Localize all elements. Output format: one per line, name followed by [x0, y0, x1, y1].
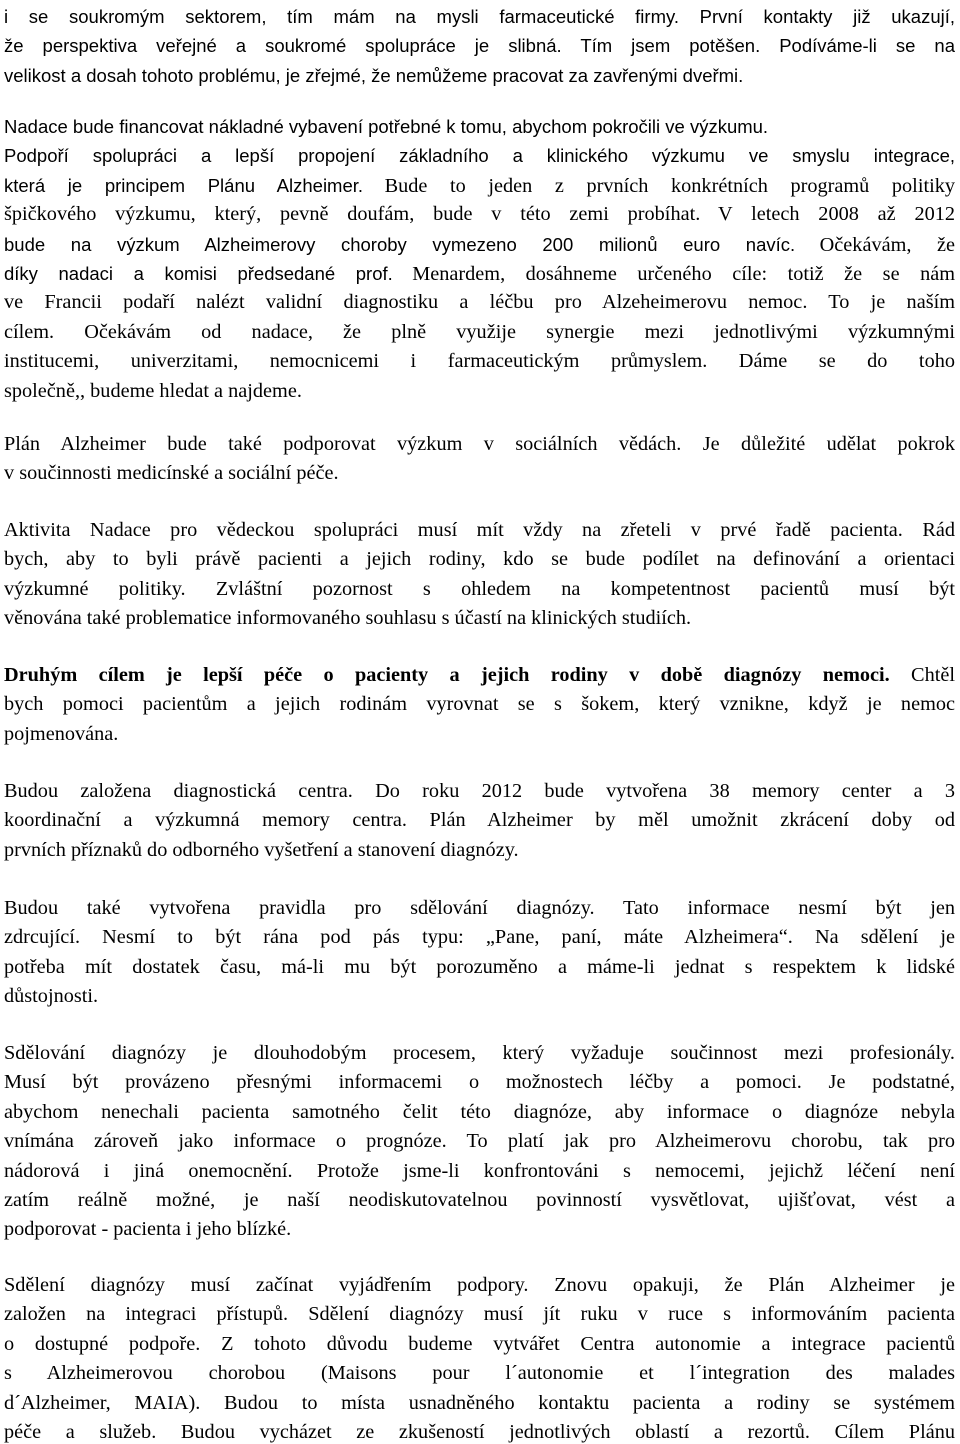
text-line: Budou také vytvořena pravidla pro sdělování diagnózy. Tato informace nesmí být jen	[4, 897, 955, 919]
text-line: bych pomoci pacientům a jejich rodinám vyrovnat se s šokem, který vznikne, když je nemoc	[4, 693, 955, 716]
text-line: institucemi, univerzitami, nemocnicemi i farmaceutickým průmyslem. Dáme se do toho	[4, 350, 955, 373]
text-line: Sdělování diagnózy je dlouhodobým procesem, který vyžaduje součinnost mezi profesionály.	[4, 1042, 955, 1064]
text-run: Bude to jeden z prvních konkrétních programů politiky	[384, 174, 955, 197]
text-line: Musí být provázeno přesnými informacemi o možnostech léčby a pomoci. Je podstatné,	[4, 1071, 955, 1094]
paragraph-8	[4, 1039, 955, 1245]
text-line: založen na integraci přístupů. Sdělení diagnózy musí jít ruku v ruce s informováním pacienta	[4, 1303, 955, 1326]
text-line: Podpoří spolupráci a lepší propojení základního a klinického výzkumu ve smyslu integrace,	[4, 145, 955, 167]
text-line-mixed	[4, 230, 955, 259]
text-line: vnímána zároveň jako informace o prognóze. To platí jak pro Alzheimerovu chorobu, tak pro	[4, 1130, 955, 1153]
text-line-mixed	[4, 200, 955, 229]
text-line: o dostupné podpoře. Z tohoto důvodu budeme vytvářet Centra autonomie a integrace pacientů	[4, 1332, 955, 1355]
text-line: výzkumné politiky. Zvláštní pozornost s ohledem na kompetentnost pacientů musí být	[4, 577, 955, 600]
text-line: věnována také problematice informovaného souhlasu s účastí na klinických studiích.	[4, 607, 692, 630]
text-line: Sdělení diagnózy musí začínat vyjádřením podpory. Znovu opakuji, že Plán Alzheimer je	[4, 1274, 955, 1296]
text-line: společně,, budeme hledat a najdeme.	[4, 379, 302, 402]
text-line-mixed	[4, 259, 955, 288]
text-line: s Alzheimerovou chorobou (Maisons pour l´autonomie et l´integration des malades	[4, 1362, 955, 1385]
text-line: koordinační a výzkumná memory centra. Plán Alzheimer by měl umožnit zkrácení doby od	[4, 809, 955, 832]
text-run: Očekávám, že	[819, 233, 955, 256]
text-line: ve Francii podaří nalézt validní diagnostiku a léčbu pro Alzeheimerovu nemoc. To je naším	[4, 291, 955, 314]
text-line: zdrcující. Nesmí to být rána pod pás typu: „Pane, paní, máte Alzheimera“. Na sdělení je	[4, 926, 955, 949]
text-line: i se soukromým sektorem, tím mám na mysli farmaceutické firmy. První kontakty již ukazují,	[4, 6, 955, 27]
paragraph-4	[4, 516, 955, 634]
paragraph-7	[4, 894, 955, 1012]
bold-heading-text: Druhým cílem je lepší péče o pacienty a jejich rodiny v době diagnózy nemoci.	[4, 664, 890, 686]
text-run: Chtěl	[889, 664, 955, 686]
text-line: bych, aby to byli právě pacienti a jejich rodiny, kdo se bude podílet na definování a orientaci	[4, 548, 955, 571]
text-line: potřeba mít dostatek času, má-li mu být porozuměno a máme-li jednat s respektem k lidské	[4, 955, 955, 978]
paragraph-3	[4, 430, 955, 489]
paragraph-2	[4, 112, 955, 406]
text-line: prvních příznaků do odborného vyšetření a stanovení diagnózy.	[4, 838, 519, 861]
text-line: abychom nenechali pacienta samotného čelit této diagnóze, aby informace o diagnóze nebyla	[4, 1100, 955, 1123]
text-run: díky nadaci a komisi předsedané prof.	[4, 262, 393, 284]
text-line: nádorová i jiná onemocnění. Protože jsme-li konfrontováni s nemocemi, jejichž léčení není	[4, 1159, 955, 1182]
text-run: špičkového výzkumu, který, pevně doufám, bude v této zemi probíhat.	[4, 203, 701, 226]
text-line: že perspektiva veřejné a soukromé spolupráce je slibná. Tím jsem potěšen. Podíváme-li se na	[4, 35, 955, 57]
text-line: podporovat - pacienta i jeho blízké.	[4, 1218, 292, 1241]
text-line: pojmenována.	[4, 722, 119, 745]
text-line: cílem. Očekávám od nadace, že plně využije synergie mezi jednotlivými výzkumnými	[4, 320, 955, 343]
text-line-mixed	[4, 171, 955, 200]
paragraph-1	[4, 2, 955, 90]
text-line-mixed	[4, 661, 955, 690]
text-line: Aktivita Nadace pro vědeckou spolupráci musí mít vždy na zřeteli v prvé řadě pacienta. Rád	[4, 519, 955, 541]
text-line: velikost a dosah tohoto problému, je zřejmé, že nemůžeme pracovat za zavřenými dveřmi.	[4, 64, 744, 86]
text-run: bude na výzkum Alzheimerovy choroby vymezeno 200 milionů euro navíc.	[4, 233, 796, 255]
text-line: Nadace bude financovat nákladné vybavení potřebné k tomu, abychom pokročili ve výzkumu.	[4, 116, 769, 137]
text-line: v součinnosti medicínské a sociální péče.	[4, 462, 339, 485]
text-line: zatím reálně možné, je naší neodiskutovatelnou povinností vysvětlovat, ujišťovat, vést a	[4, 1188, 955, 1211]
text-run: V letech 2008 až 2012	[718, 203, 955, 226]
text-line: důstojnosti.	[4, 985, 99, 1008]
text-line: Budou založena diagnostická centra. Do roku 2012 bude vytvořena 38 memory center a 3	[4, 780, 955, 802]
text-run: která je principem Plánu Alzheimer.	[4, 174, 364, 196]
text-line: péče a služeb. Budou vycházet ze zkušeností jednotlivých oblastí a rezortů. Cílem Plánu	[4, 1420, 955, 1443]
text-run: Menardem, dosáhneme určeného cíle: totiž že se nám	[412, 262, 955, 285]
text-line: d´Alzheimer, MAIA). Budou to místa usnadněného kontaktu pacienta a rodiny se systémem	[4, 1391, 955, 1414]
paragraph-9	[4, 1271, 955, 1444]
paragraph-6	[4, 777, 955, 865]
text-line: Plán Alzheimer bude také podporovat výzkum v sociálních vědách. Je důležité udělat pokrok	[4, 433, 955, 455]
paragraph-5	[4, 661, 955, 749]
